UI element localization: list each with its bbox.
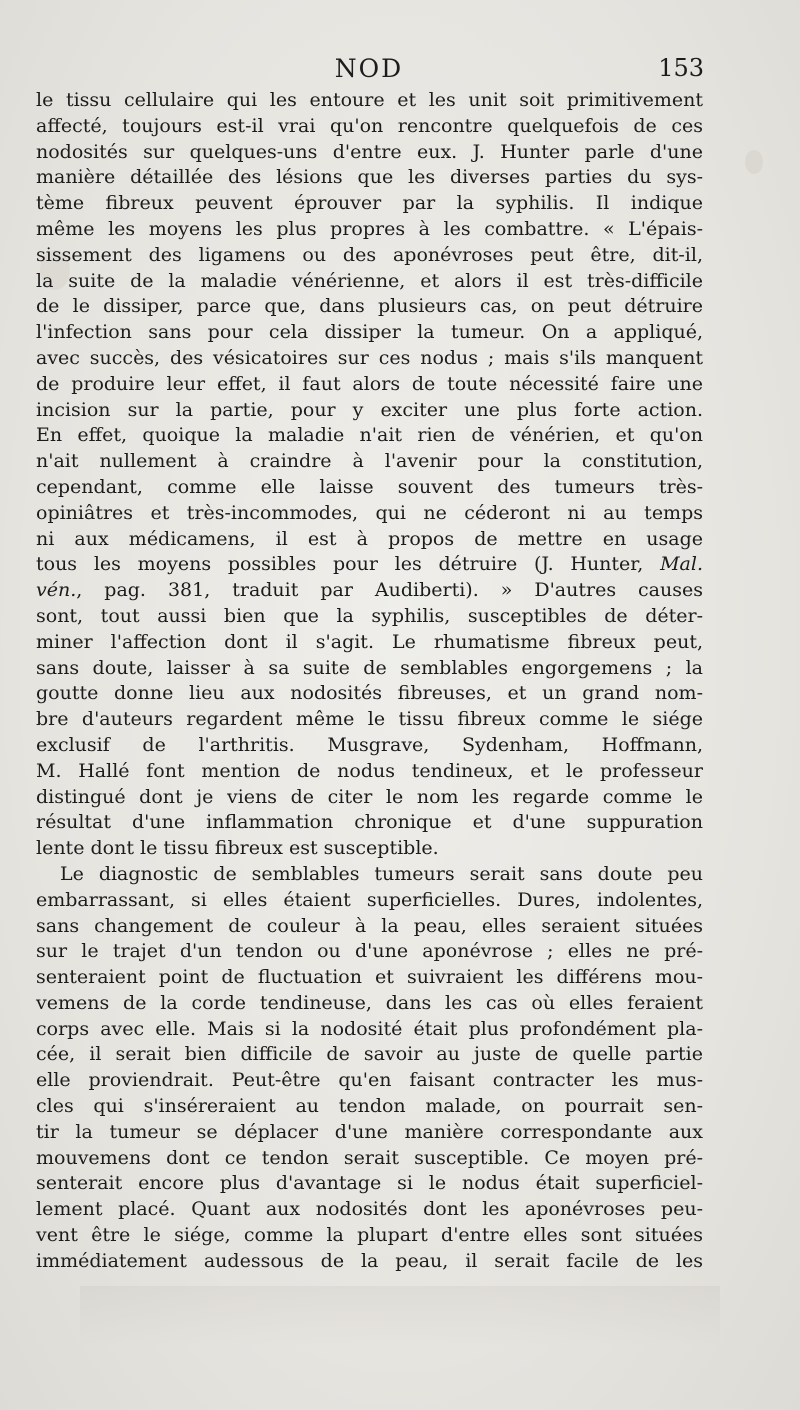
text-line: elle proviendrait. Peut-être qu'en faisant contracter les mus- bbox=[36, 1069, 703, 1092]
text-line: manière détaillée des lésions que les diverses parties du sys- bbox=[36, 166, 703, 189]
text-line: corps avec elle. Mais si la nodosité était plus profondément pla- bbox=[36, 1017, 703, 1040]
text-line: lement placé. Quant aux nodosités dont les aponévroses peu- bbox=[36, 1198, 703, 1221]
text-line: vent être le siége, comme la plupart d'entre elles sont situées bbox=[36, 1224, 703, 1247]
text-line: cles qui s'inséreraient au tendon malade, on pourrait sen- bbox=[36, 1095, 703, 1118]
paper-stain bbox=[745, 150, 763, 174]
text-line: tir la tumeur se déplacer d'une manière correspondante aux bbox=[36, 1120, 703, 1143]
text-line: sans changement de couleur à la peau, elles seraient situées bbox=[36, 914, 703, 937]
text-line-with-citation bbox=[36, 552, 703, 578]
show-through-text bbox=[80, 1286, 720, 1346]
text-line: de le dissiper, parce que, dans plusieurs cas, on peut détruire bbox=[36, 295, 703, 318]
text-line: le tissu cellulaire qui les entoure et les unit soit primitivement bbox=[36, 89, 703, 111]
text-line: exclusif de l'arthritis. Musgrave, Sydenham, Hoffmann, bbox=[36, 733, 703, 756]
text-line: même les moyens les plus propres à les combattre. « L'épais- bbox=[36, 217, 703, 240]
text-line: cependant, comme elle laisse souvent des tumeurs très- bbox=[36, 475, 703, 498]
text-line: incision sur la partie, pour y exciter une plus forte action. bbox=[36, 398, 703, 421]
text-line: lente dont le tissu fibreux est susceptible. bbox=[36, 837, 439, 860]
text-line: sont, tout aussi bien que la syphilis, susceptibles de déter- bbox=[36, 604, 703, 627]
text-line: En effet, quoique la maladie n'ait rien de vénérien, et qu'on bbox=[36, 424, 703, 447]
text-line: tème fibreux peuvent éprouver par la syphilis. Il indique bbox=[36, 192, 703, 215]
text-line: affecté, toujours est-il vrai qu'on rencontre quelquefois de ces bbox=[36, 114, 703, 137]
running-title: NOD bbox=[334, 54, 404, 83]
text-line: la suite de la maladie vénérienne, et alors il est très-difficile bbox=[36, 269, 703, 292]
paragraph-first-line: Le diagnostic de semblables tumeurs serait sans doute peu bbox=[60, 862, 703, 885]
text-line: miner l'affection dont il s'agit. Le rhumatisme fibreux peut, bbox=[36, 630, 703, 653]
text-line: de produire leur effet, il faut alors de toute nécessité faire une bbox=[36, 372, 703, 395]
text-line: goutte donne lieu aux nodosités fibreuses, et un grand nom- bbox=[36, 682, 703, 705]
text-line: nodosités sur quelques-uns d'entre eux. J. Hunter parle d'une bbox=[36, 140, 703, 163]
running-head bbox=[34, 54, 704, 88]
text-line: distingué dont je viens de citer le nom les regarde comme le bbox=[36, 785, 703, 808]
text-line: résultat d'une inflammation chronique et d'une suppuration bbox=[36, 811, 703, 834]
text-line: senteraient point de fluctuation et suivraient les différens mou- bbox=[36, 966, 703, 989]
text-line: sans doute, laisser à sa suite de semblables engorgemens ; la bbox=[36, 656, 703, 679]
text-line: bre d'auteurs regardent même le tissu fibreux comme le siége bbox=[36, 708, 703, 731]
text-line: embarrassant, si elles étaient superficielles. Dures, indolentes, bbox=[36, 888, 703, 911]
text-line: vemens de la corde tendineuse, dans les cas où elles feraient bbox=[36, 991, 703, 1014]
text-line: M. Hallé font mention de nodus tendineux, et le professeur bbox=[36, 759, 703, 782]
text-line: sissement des ligamens ou des aponévroses peut être, dit-il, bbox=[36, 243, 703, 266]
body-text bbox=[36, 88, 703, 1275]
italic-citation: Mal. bbox=[660, 553, 703, 576]
text-line: l'infection sans pour cela dissiper la tumeur. On a appliqué, bbox=[36, 321, 703, 344]
text-line: mouvemens dont ce tendon serait susceptible. Ce moyen pré- bbox=[36, 1146, 703, 1169]
text-line-with-citation bbox=[36, 578, 703, 604]
text-line: opiniâtres et très-incommodes, qui ne céderont ni au temps bbox=[36, 501, 703, 524]
text-line: ni aux médicamens, il est à propos de mettre en usage bbox=[36, 527, 703, 550]
text-line: avec succès, des vésicatoires sur ces nodus ; mais s'ils manquent bbox=[36, 346, 703, 369]
page-number: 153 bbox=[658, 54, 704, 82]
italic-citation: vén. bbox=[36, 579, 77, 602]
text-line: n'ait nullement à craindre à l'avenir pour la constitution, bbox=[36, 450, 703, 473]
text-segment: tous les moyens possibles pour les détruire (J. Hunter, bbox=[36, 553, 661, 576]
text-line: senterait encore plus d'avantage si le nodus était superficiel- bbox=[36, 1172, 703, 1195]
text-line: sur le trajet d'un tendon ou d'une aponévrose ; elles ne pré- bbox=[36, 940, 703, 963]
text-segment: , pag. 381, traduit par Audiberti). » D'autres causes bbox=[76, 579, 703, 602]
text-line: immédiatement audessous de la peau, il serait facile de les bbox=[36, 1249, 703, 1272]
text-line: cée, il serait bien difficile de savoir au juste de quelle partie bbox=[36, 1043, 703, 1066]
